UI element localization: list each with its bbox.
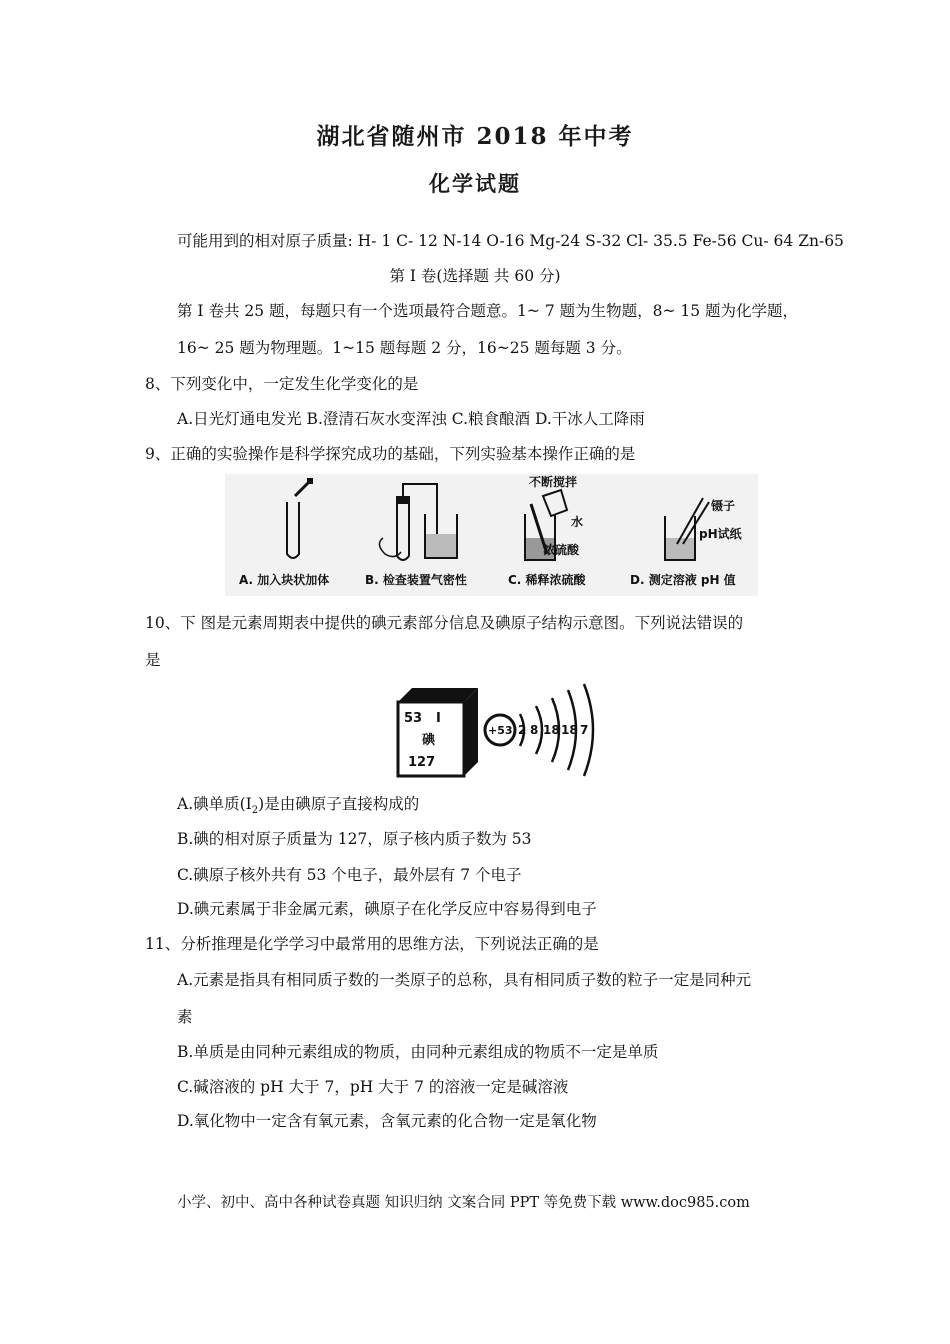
atomic-masses: 可能用到的相对原子质量: H- 1 C- 12 N-14 O-16 Mg-24 S-32 Cl- 35.5 Fe-56 Cu- 64 Zn-65 (177, 232, 844, 250)
atomic-number: 53 (404, 711, 423, 726)
instructions-line-2: 16~ 25 题为物理题。1~15 题每题 2 分，16~25 题每题 3 分。 (177, 339, 632, 357)
shell-count-4: 18 (561, 723, 578, 737)
lab-operations-figure (225, 474, 758, 596)
question-11-option-a-line-1: A.元素是指具有相同质子数的一类原子的总称，具有相同质子数的粒子一定是同种元 (177, 971, 752, 989)
question-10-option-c: C.碘原子核外共有 53 个电子，最外层有 7 个电子 (177, 866, 522, 884)
question-11-option-a-line-2: 素 (177, 1008, 193, 1026)
shell-count-2: 8 (530, 723, 539, 737)
exam-subtitle: 化学试题 (429, 171, 521, 196)
ph-paper-label: pH试纸 (699, 527, 742, 541)
option-a-subscript: 2 (251, 805, 259, 817)
iodine-figure (390, 680, 595, 780)
question-11-stem: 11、分析推理是化学学习中最常用的思维方法，下列说法正确的是 (145, 935, 599, 953)
element-name: 碘 (422, 733, 436, 748)
question-10-option-b: B.碘的相对原子质量为 127，原子核内质子数为 53 (177, 830, 532, 848)
instructions-line-1: 第 I 卷共 25 题，每题只有一个选项最符合题意。1~ 7 题为生物题，8~ 15 题为化学题， (177, 302, 799, 320)
acid-label: 浓硫酸 (543, 543, 580, 557)
section-title: 第 I 卷(选择题 共 60 分) (389, 267, 561, 285)
stir-label: 不断搅拌 (529, 475, 578, 489)
option-a-text-1: A.碘单质(I (177, 795, 252, 813)
question-11-option-b: B.单质是由同种元素组成的物质，由同种元素组成的物质不一定是单质 (177, 1043, 659, 1061)
caption-c: C. 稀释浓硫酸 (508, 573, 586, 587)
question-8-options: A.日光灯通电发光 B.澄清石灰水变浑浊 C.粮食酿酒 D.干冰人工降雨 (177, 410, 645, 428)
tweezers-label: 镊子 (711, 499, 736, 513)
caption-b: B. 检查装置气密性 (365, 573, 467, 587)
water-label: 水 (571, 515, 584, 529)
question-10-option-d: D.碘元素属于非金属元素，碘原子在化学反应中容易得到电子 (177, 900, 597, 918)
question-10-option-a (177, 793, 419, 822)
dilute-acid-diagram (525, 474, 583, 560)
shell-count-3: 18 (543, 723, 560, 737)
caption-a: A. 加入块状加体 (239, 573, 330, 587)
question-10-stem-line-2: 是 (145, 651, 161, 669)
question-11-option-c: C.碱溶液的 pH 大于 7，pH 大于 7 的溶液一定是碱溶液 (177, 1078, 569, 1096)
caption-d: D. 测定溶液 pH 值 (630, 573, 736, 587)
footer-link[interactable]: 小学、初中、高中各种试卷真题 知识归纳 文案合同 PPT 等免费下载 www.doc985.com (177, 1195, 750, 1211)
atomic-mass: 127 (408, 755, 436, 770)
question-11-option-d: D.氧化物中一定含有氧元素，含氧元素的化合物一定是氧化物 (177, 1112, 597, 1130)
element-symbol: I (436, 711, 441, 726)
shell-count-1: 2 (518, 723, 527, 737)
atom-structure (485, 684, 593, 776)
element-cell (398, 688, 478, 776)
nucleus-label: +53 (488, 724, 513, 737)
question-9-stem: 9、正确的实验操作是科学探究成功的基础，下列实验基本操作正确的是 (145, 445, 636, 463)
exam-title: 湖北省随州市 2018 年中考 (316, 123, 634, 150)
shell-count-5: 7 (580, 723, 589, 737)
question-8-stem: 8、下列变化中，一定发生化学变化的是 (145, 375, 419, 393)
question-10-stem-line-1: 10、下 图是元素周期表中提供的碘元素部分信息及碘原子结构示意图。下列说法错误的 (145, 614, 744, 632)
option-a-text-2: )是由碘原子直接构成的 (258, 795, 420, 813)
